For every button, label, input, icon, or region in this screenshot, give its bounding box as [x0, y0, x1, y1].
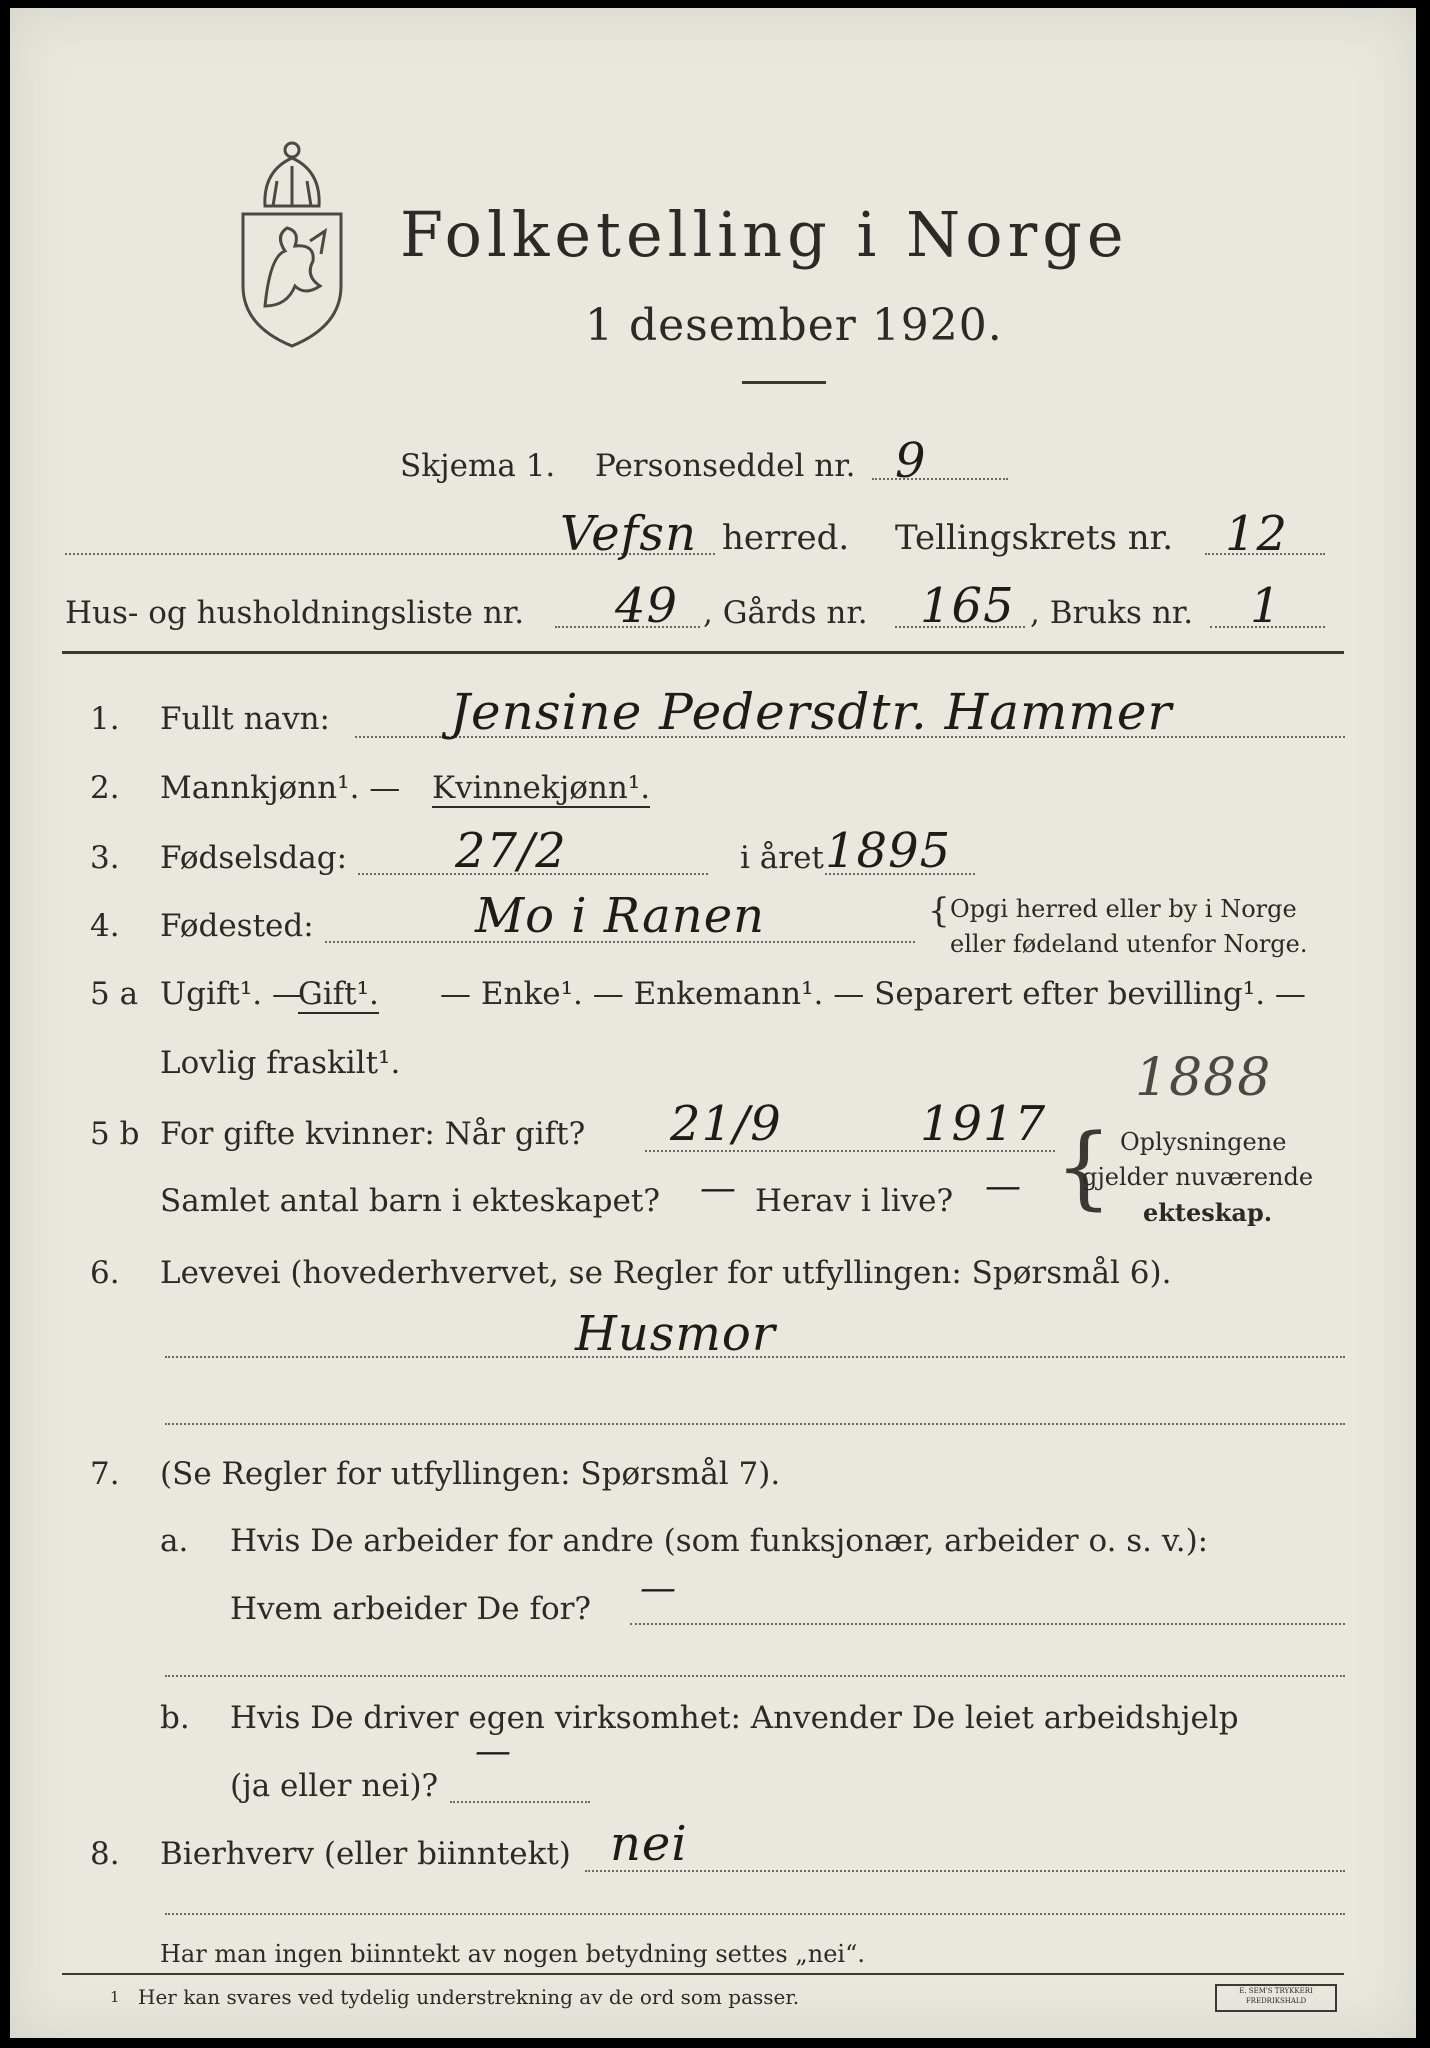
aaret-label: i året — [740, 840, 824, 876]
birthplace-value: Mo i Ranen — [475, 888, 766, 944]
bruks-value: 1 — [1250, 578, 1282, 634]
q1-label: Fullt navn: — [160, 701, 330, 737]
header-divider — [62, 651, 1344, 654]
marriage-note-line3: ekteskap. — [1143, 1198, 1273, 1227]
census-date: 1 desember 1920. — [585, 300, 1003, 351]
husliste-value: 49 — [615, 578, 679, 634]
marriage-note-line2: gjelder nuværende — [1082, 1163, 1314, 1191]
birthplace-note-line1: Opgi herred eller by i Norge — [950, 895, 1297, 923]
herred-label: herred. — [722, 518, 850, 558]
marriage-date-value: 21/9 — [670, 1096, 782, 1152]
q1-number: 1. — [90, 701, 120, 737]
q3-label: Fødselsdag: — [160, 840, 348, 876]
bruks-label: , Bruks nr. — [1030, 595, 1194, 631]
footnote-text: Her kan svares ved tydelig understrekning av de ord som passer. — [138, 1985, 800, 2009]
husliste-label: Hus- og husholdningsliste nr. — [65, 595, 525, 631]
occupation-value: Husmor — [575, 1306, 776, 1362]
footnote-mark: 1 — [110, 1988, 120, 2006]
margin-year-annotation: 1888 — [1135, 1048, 1272, 1108]
children-label: Samlet antal barn i ekteskapet? — [160, 1183, 660, 1219]
form-title: Folketelling i Norge — [400, 198, 1129, 271]
civil-status-other-options: — Enke¹. — Enkemann¹. — Separert efter bevilling¹. — — [440, 976, 1306, 1012]
herred-value: Vefsn — [560, 506, 697, 562]
personseddel-label: Personseddel nr. — [595, 448, 856, 484]
q7b-letter: b. — [160, 1700, 190, 1736]
q4-label: Fødested: — [160, 908, 314, 944]
q7a-line1: Hvis De arbeider for andre (som funksjonær, arbeider o. s. v.): — [230, 1523, 1209, 1559]
q8-number: 8. — [90, 1836, 120, 1872]
employer-value: — — [640, 1568, 677, 1609]
children-value: — — [700, 1168, 737, 1209]
q7a-letter: a. — [160, 1523, 189, 1559]
full-name-value: Jensine Pedersdtr. Hammer — [450, 683, 1173, 741]
birthyear-value: 1895 — [825, 823, 952, 879]
q6-label: Levevei (hovederhvervet, se Regler for utfyllingen: Spørsmål 6). — [160, 1255, 1172, 1291]
q5a-number: 5 a — [90, 976, 139, 1012]
printer-stamp-line1: E. SEM'S TRYKKERI — [1239, 1987, 1313, 1995]
q7b-line2: (ja eller nei)? — [230, 1768, 439, 1804]
q5b-number: 5 b — [90, 1116, 140, 1152]
q7b-line1: Hvis De driver egen virksomhet: Anvender De leiet arbeidshjelp — [230, 1700, 1239, 1736]
birthdate-value: 27/2 — [455, 823, 567, 879]
q5b-label: For gifte kvinner: Når gift? — [160, 1116, 586, 1152]
q8-label: Bierhverv (eller biinntekt) — [160, 1836, 571, 1872]
q2-number: 2. — [90, 770, 120, 806]
coat-of-arms-icon — [225, 136, 360, 351]
side-income-value: nei — [610, 1816, 688, 1872]
divorced-option: Lovlig fraskilt¹. — [160, 1045, 401, 1081]
q6-number: 6. — [90, 1255, 120, 1291]
marriage-year-value: 1917 — [920, 1096, 1047, 1152]
q4-number: 4. — [90, 908, 120, 944]
hired-help-value: — — [475, 1731, 512, 1772]
q7a-line2: Hvem arbeider De for? — [230, 1591, 592, 1627]
footer-note: Har man ingen biinntekt av nogen betydning settes „nei“. — [160, 1940, 865, 1968]
q7-number: 7. — [90, 1456, 120, 1492]
living-value: — — [985, 1166, 1022, 1207]
footer-divider — [62, 1973, 1344, 1975]
birthplace-note-line2: eller fødeland utenfor Norge. — [950, 930, 1308, 958]
printer-stamp — [1215, 1984, 1337, 2012]
skjema-label: Skjema 1. — [400, 448, 556, 484]
male-option: Mannkjønn¹. — — [160, 770, 401, 806]
q7-label: (Se Regler for utfyllingen: Spørsmål 7). — [160, 1456, 781, 1492]
tellingskrets-value: 12 — [1225, 506, 1289, 562]
q3-number: 3. — [90, 840, 120, 876]
tellingskrets-label: Tellingskrets nr. — [895, 518, 1174, 558]
census-form-page: Folketelling i Norge 1 desember 1920. Skjema 1. Personseddel nr. 9 Vefsn herred. Tellingskrets nr. 12 Hus- og husholdningsliste nr. 49 , Gårds nr. 165 , Bruks nr. 1 1. Fullt navn: Jensine Pedersdtr. Hammer 2. Mannkjønn¹. — Kvinnekjønn¹. 3. Fødselsdag: 27/2 i året 1895 4. Fødested: Mo i Ranen { Opgi herred eller by i Norge eller fødeland utenfor Norge. 5 a Ugift¹. — Gift¹. — Enke¹. — Enkemann¹. — Separert efter bevilling¹. — Lovlig fraskilt¹. 5 b For gifte kvinner: Når gift? 21/9 1917 1888 Samlet antal barn i ekteskapet? — Herav i live? — { Oplysningene gjelder nuværende ekteskap. 6. Levevei (hovederhvervet, se Regler for utfyllingen: Spørsmål 6). Husmor 7. (Se Regler for utfyllingen: Spørsmål 7). a. Hvis De arbeider for andre (som funksjonær, arbeider o. s. v.): Hvem arbeider De for? — b. Hvis De driver egen virksomhet: Anvender De leiet arbeidshjelp (ja eller nei)? — 8. Bierhverv (eller biinntekt) nei Har man ingen biinntekt av nogen betydning settes „nei“. 1 Her kan svares ved tydelig understrekning av de ord som passer. E. SEM'S TRYKKERI FREDRIKSHALD — [10, 8, 1416, 2038]
unmarried-option: Ugift¹. — — [160, 976, 303, 1012]
marriage-note-line1: Oplysningene — [1120, 1128, 1287, 1156]
living-label: Herav i live? — [755, 1183, 954, 1219]
printer-stamp-line2: FREDRIKSHALD — [1245, 1997, 1307, 2005]
gaards-value: 165 — [920, 578, 1015, 634]
title-divider — [742, 381, 826, 384]
gaards-label: , Gårds nr. — [703, 595, 868, 631]
married-option-underlined: Gift¹. — [298, 976, 379, 1012]
female-option-underlined: Kvinnekjønn¹. — [432, 770, 651, 806]
personseddel-value: 9 — [895, 433, 927, 489]
